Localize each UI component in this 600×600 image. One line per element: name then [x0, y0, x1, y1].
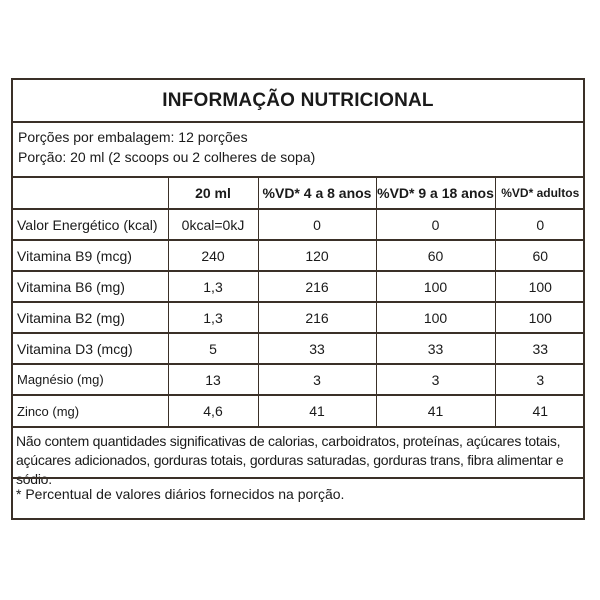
nutrient-name: Vitamina D3 (mcg) — [11, 333, 168, 364]
label-title: INFORMAÇÃO NUTRICIONAL — [162, 90, 434, 111]
table-cell: 33 — [376, 333, 495, 364]
nutrition-table — [11, 178, 585, 426]
nutrient-name: Vitamina B2 (mg) — [11, 302, 168, 333]
table-cell: 0kcal=0kJ — [168, 209, 258, 240]
note-line: açúcares adicionados, gorduras totais, gorduras saturadas, gorduras trans, fibra alimentar e sódio. — [16, 452, 564, 487]
table-cell: 100 — [376, 302, 495, 333]
table-cell: 120 — [258, 240, 376, 271]
table-cell: 0 — [495, 209, 585, 240]
table-cell: 41 — [495, 395, 585, 426]
nutrient-name: Vitamina B6 (mg) — [11, 271, 168, 302]
nutrient-name: Zinco (mg) — [11, 395, 168, 426]
table-row — [11, 395, 585, 426]
nutrient-name: Valor Energético (kcal) — [11, 209, 168, 240]
table-cell: 60 — [376, 240, 495, 271]
table-header-cell — [11, 178, 168, 209]
divider — [11, 477, 585, 479]
table-cell: 100 — [376, 271, 495, 302]
table-row — [11, 364, 585, 395]
table-cell: 240 — [168, 240, 258, 271]
serving-size: Porção: 20 ml (2 scoops ou 2 colheres de sopa) — [18, 149, 316, 165]
table-cell: 216 — [258, 302, 376, 333]
table-cell: 4,6 — [168, 395, 258, 426]
footnote: * Percentual de valores diários fornecidos na porção. — [16, 486, 345, 502]
table-cell: 41 — [376, 395, 495, 426]
table-cell: 3 — [376, 364, 495, 395]
table-row — [11, 302, 585, 333]
table-header-cell: %VD* 4 a 8 anos — [258, 178, 376, 209]
table-cell: 13 — [168, 364, 258, 395]
table-header-row — [11, 178, 585, 209]
table-row — [11, 271, 585, 302]
table-cell: 3 — [495, 364, 585, 395]
table-cell: 60 — [495, 240, 585, 271]
table-cell: 5 — [168, 333, 258, 364]
divider — [11, 426, 585, 428]
table-cell: 0 — [376, 209, 495, 240]
table-row — [11, 333, 585, 364]
table-cell: 100 — [495, 271, 585, 302]
table-cell: 33 — [258, 333, 376, 364]
table-header-cell: %VD* 9 a 18 anos — [376, 178, 495, 209]
nutrient-name: Vitamina B9 (mcg) — [11, 240, 168, 271]
table-cell: 33 — [495, 333, 585, 364]
servings-per-package: Porções por embalagem: 12 porções — [18, 129, 248, 145]
divider — [11, 121, 585, 123]
table-cell: 3 — [258, 364, 376, 395]
table-cell: 0 — [258, 209, 376, 240]
table-cell: 216 — [258, 271, 376, 302]
table-cell: 1,3 — [168, 271, 258, 302]
table-cell: 100 — [495, 302, 585, 333]
nutrition-note — [16, 432, 582, 489]
note-line: Não contem quantidades significativas de calorias, carboidratos, proteínas, açúcares totais, — [16, 433, 561, 449]
table-cell: 1,3 — [168, 302, 258, 333]
table-row — [11, 240, 585, 271]
table-row — [11, 209, 585, 240]
nutrient-name: Magnésio (mg) — [11, 364, 168, 395]
table-header-cell: %VD* adultos — [495, 178, 585, 209]
table-cell: 41 — [258, 395, 376, 426]
table-header-cell: 20 ml — [168, 178, 258, 209]
